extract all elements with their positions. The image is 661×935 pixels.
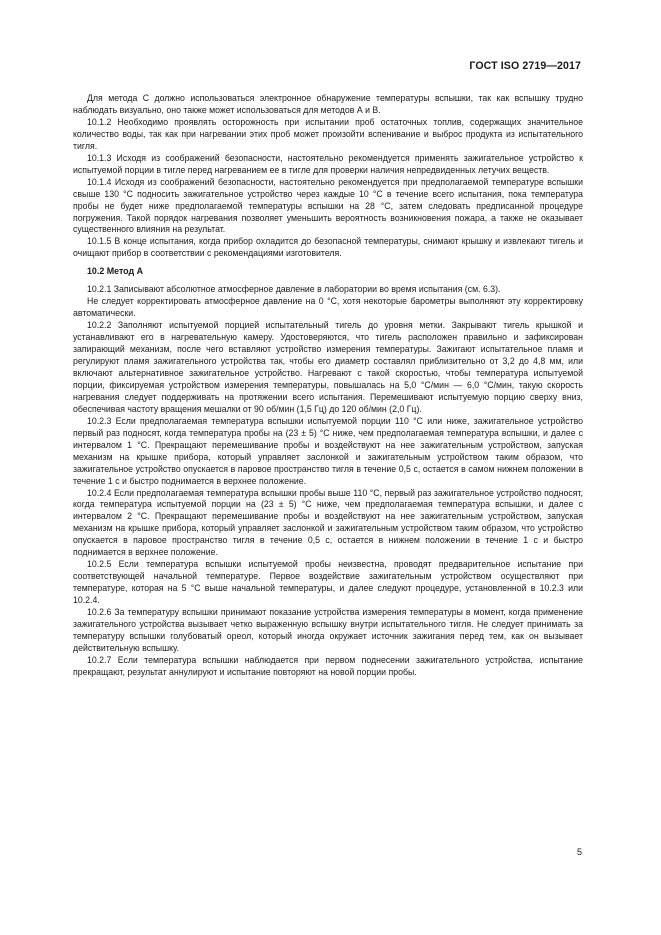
paragraph-10-2-4: 10.2.4 Если предполагаемая температура вспышки пробы выше 110 °С, первый раз зажигательное устройство подносят, когда температура испытуемой порции на (23 ± 5) °С ниже, чем предполагаемая температура вспышки, и далее с интервалом 2 °С. Прекращают перемешивание пробы и воздействуют на нее зажигательным устройством, запуская механизм на крышке прибора, который управляет заслонкой и зажигательным устройством таким образом, что устройство опускается в паровое пространство тигля в течение 0,5 с, остается в нижнем положении в течение 1 с и быстро поднимается в верхнее положение. [73,487,583,558]
paragraph-10-2-1: 10.2.1 Записывают абсолютное атмосферное давление в лаборатории во время испытания (см. 6.3). [87,284,501,295]
paragraph: Для метода С должно использоваться электронное обнаружение температуры вспышки, так как вспышку трудно наблюдать визуально, оно также может использоваться для методов А и В. [73,93,583,115]
paragraph-10-2-6: 10.2.6 За температуру вспышки принимают показание устройства измерения температуры в момент, когда применение зажигательного устройства вызывает четко выраженную вспышку внутри испытательного тигля. Не следует принимать за температуру вспышки голубоватый ореол, который иногда окружает источник зажигания перед тем, как он вызывает действительную вспышку. [73,607,583,653]
paragraph-10-2-3: 10.2.3 Если предполагаемая температура вспышки испытуемой порции 110 °С или ниже, зажигательное устройство первый раз подносят, когда температура пробы на (23 ± 5) °С ниже, чем предполагаемая температура вспышки, и далее с интервалом 1 °С. Прекращают перемешивание пробы и воздействуют на нее зажигательным устройством, запуская механизм на крышке прибора, который управляет заслонкой и зажигательным устройством таким образом, что зажигательное устройство опускается в паровое пространство тигля в течение 0,5 с, остается в самом нижнем положении в течение 1 с и быстро поднимается в верхнее положение. [73,415,583,486]
page-number: 5 [576,847,582,857]
standard-id: ГОСТ ISO 2719—2017 [469,60,581,72]
paragraph-10-2-2: 10.2.2 Заполняют испытуемой порцией испытательный тигель до уровня метки. Закрывают тигель крышкой и устанавливают его в нагревательную камеру. Удостоверяются, что тигель расположен правильно и зафиксирован запирающий механизм, после чего вставляют устройство измерения температуры. Зажигают испытательное пламя и регулируют пламя зажигательного устройства так, чтобы его диаметр составлял приблизительно от 3,2 до 4,8 мм, или включают альтернативное зажигательное устройство. Нагревают с такой скоростью, чтобы температура испытуемой порции, фиксируемая устройством измерения температуры, повышалась на 5,0 °С/мин — 6,0 °С/мин, такую скорость нагревания следует поддерживать на протяжении всего испытания. Перемешивают испытуемую порцию сверху вниз, обеспечивая частоту вращения мешалки от 90 об/мин (1,5 Гц) до 120 об/мин (2,0 Гц). [73,320,583,414]
section-heading: 10.2 Метод А [87,266,143,277]
paragraph-10-2-5: 10.2.5 Если температура вспышки испытуемой пробы неизвестна, проводят предварительное испытание при соответствующей начальной температуре. Первое воздействие зажигательным устройством осуществляют при температуре, которая на 5 °С выше начальной температуры, и далее следуют процедуре, установленной в 10.2.3 или 10.2.4. [73,559,583,606]
paragraph-note: Не следует корректировать атмосферное давление на 0 °С, хотя некоторые барометры выполняют эту корректировку автоматически. [73,296,583,319]
document-header [469,60,581,72]
paragraph-10-2-7: 10.2.7 Если температура вспышки наблюдается при первом поднесении зажигательного устройства, испытание прекращают, результат аннулируют и испытание повторяют на новой порции пробы. [73,654,583,677]
paragraph-10-1-4: 10.1.4 Исходя из соображений безопасности, настоятельно рекомендуется при предполагаемой температуре вспышки свыше 130 °С подносить зажигательное устройство через каждые 10 °С в течение всего испытания, пока температура пробы не будет ниже предполагаемой температуры вспышки на 28 °С, затем следовать предписанной процедуре погружения. Такой порядок нагревания позволяет уменьшить вероятность возникновения пожара, а также не оказывает существенного влияния на результат. [73,176,583,235]
paragraph-10-1-3: 10.1.3 Исходя из соображений безопасности, настоятельно рекомендуется применять зажигательное устройство к испытуемой порции в тигле перед нагреванием ее в тигле для проверки наличия непредвиденных летучих веществ. [73,152,583,175]
document-body [73,93,583,679]
paragraph-10-1-2: 10.1.2 Необходимо проявлять осторожность при испытании проб остаточных топлив, содержащих значительное количество воды, так как при нагревании этих проб может произойти вспенивание и выброс продукта из испытательного тигля. [73,116,583,151]
paragraph-10-1-5: 10.1.5 В конце испытания, когда прибор охладится до безопасной температуры, снимают крышку и извлекают тигель и очищают прибор в соответствии с рекомендациями изготовителя. [73,236,583,259]
